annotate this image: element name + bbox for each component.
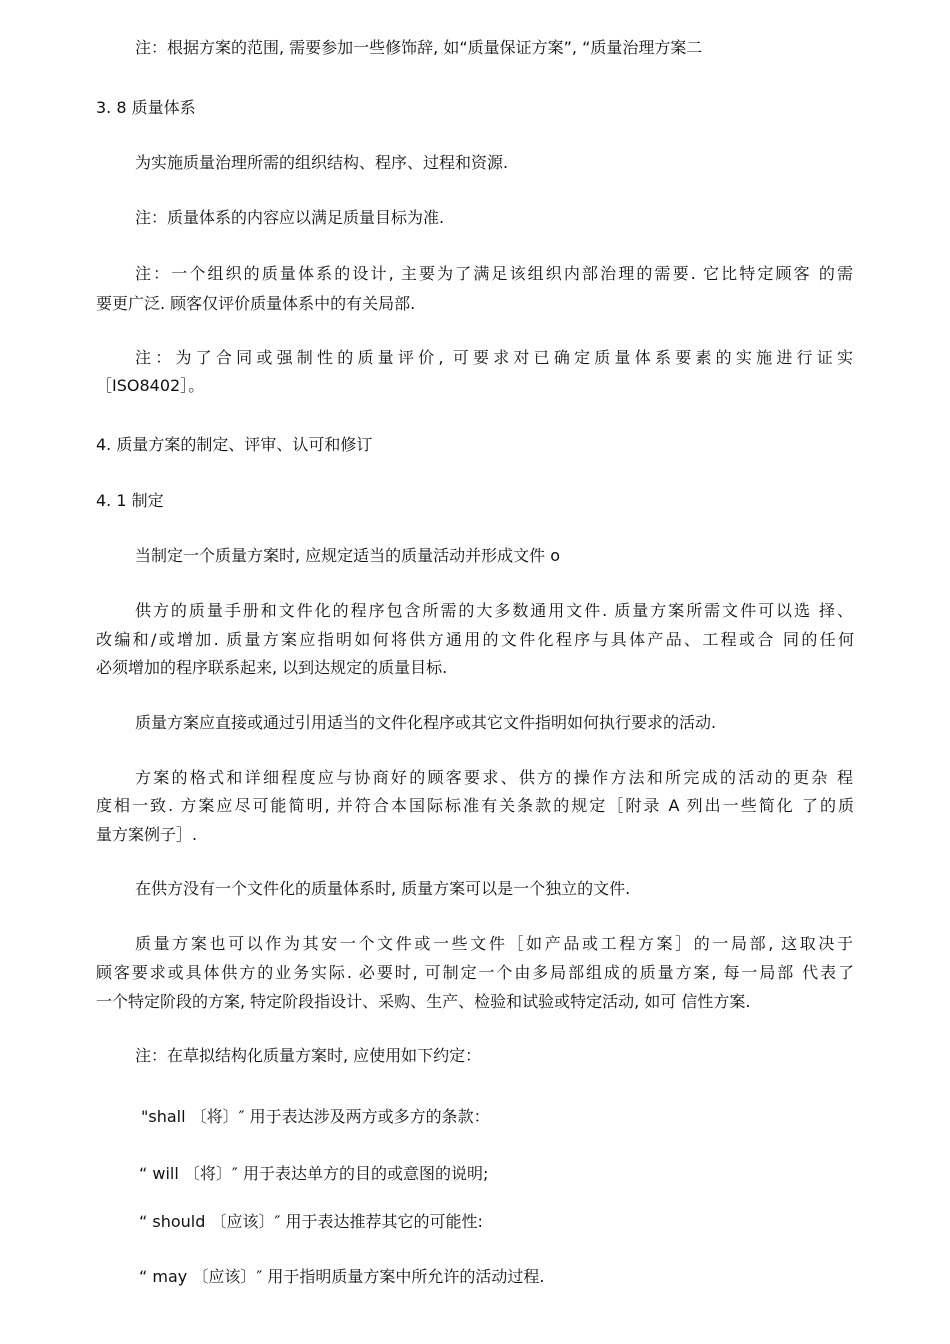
note-paragraph-line: 注：一个组织的质量体系的设计, 主要为了满足该组织内部治理的需要. 它比特定顾客 的需 <box>135 264 853 283</box>
note-paragraph-line: ［ISO8402］。 <box>96 376 205 395</box>
paragraph-line: 必须增加的程序联系起来, 以到达规定的质量目标. <box>96 658 448 677</box>
section-heading-4-1: 4. 1 制定 <box>96 491 164 510</box>
paragraph: 在供方没有一个文件化的质量体系时, 质量方案可以是一个独立的文件. <box>135 879 631 898</box>
convention-should: “ should 〔应该〕″ 用于表达推荐其它的可能性: <box>139 1212 483 1231</box>
paragraph-line: 方案的格式和详细程度应与协商好的顾客要求、供方的操作方法和所完成的活动的更杂 程 <box>135 768 853 787</box>
note-paragraph-line: 注：为了合同或强制性的质量评价, 可要求对已确定质量体系要素的实施进行证实 <box>135 348 853 367</box>
section-heading-4: 4. 质量方案的制定、评审、认可和修订 <box>96 435 373 454</box>
note-paragraph: 注：质量体系的内容应以满足质量目标为准. <box>135 208 445 227</box>
paragraph-line: 量方案例子］. <box>96 825 198 844</box>
paragraph-line: 质量方案也可以作为其安一个文件或一些文件［如产品或工程方案］的一局部, 这取决于 <box>135 934 853 953</box>
convention-shall: "shall 〔将〕″ 用于表达涉及两方或多方的条款： <box>141 1107 490 1126</box>
paragraph-line: 顾客要求或具体供方的业务实际. 必要时, 可制定一个由多局部组成的质量方案, 每一局部 代表了 <box>96 963 854 982</box>
note-paragraph: 注：根据方案的范围, 需要参加一些修饰辞, 如“质量保证方案”, “质量治理方案二 <box>135 38 703 57</box>
note-paragraph: 注：在草拟结构化质量方案时, 应使用如下约定： <box>135 1046 482 1065</box>
paragraph: 当制定一个质量方案时, 应规定适当的质量活动并形成文件 o <box>135 546 561 565</box>
convention-may: “ may 〔应该〕″ 用于指明质量方案中所允许的活动过程. <box>139 1267 545 1286</box>
note-paragraph-line: 要更广泛. 顾客仅评价质量体系中的有关局部. <box>96 294 416 313</box>
paragraph-line: 一个特定阶段的方案, 特定阶段指设计、采购、生产、检验和试验或特定活动, 如可 信性方案. <box>96 992 751 1011</box>
paragraph-line: 供方的质量手册和文件化的程序包含所需的大多数通用文件. 质量方案所需文件可以选 择、 <box>135 601 853 620</box>
paragraph-line: 改编和/或增加. 质量方案应指明如何将供方通用的文件化程序与具体产品、工程或合 同的任何 <box>96 630 854 649</box>
paragraph: 为实施质量治理所需的组织结构、程序、过程和资源. <box>135 153 509 172</box>
paragraph: 质量方案应直接或通过引用适当的文件化程序或其它文件指明如何执行要求的活动. <box>135 713 717 732</box>
convention-will: “ will 〔将〕″ 用于表达单方的目的或意图的说明; <box>139 1164 489 1183</box>
paragraph-line: 度相一致. 方案应尽可能简明, 并符合本国际标准有关条款的规定［附录 A 列出一些简化 了的质 <box>96 796 854 815</box>
section-heading-3-8: 3. 8 质量体系 <box>96 98 196 117</box>
